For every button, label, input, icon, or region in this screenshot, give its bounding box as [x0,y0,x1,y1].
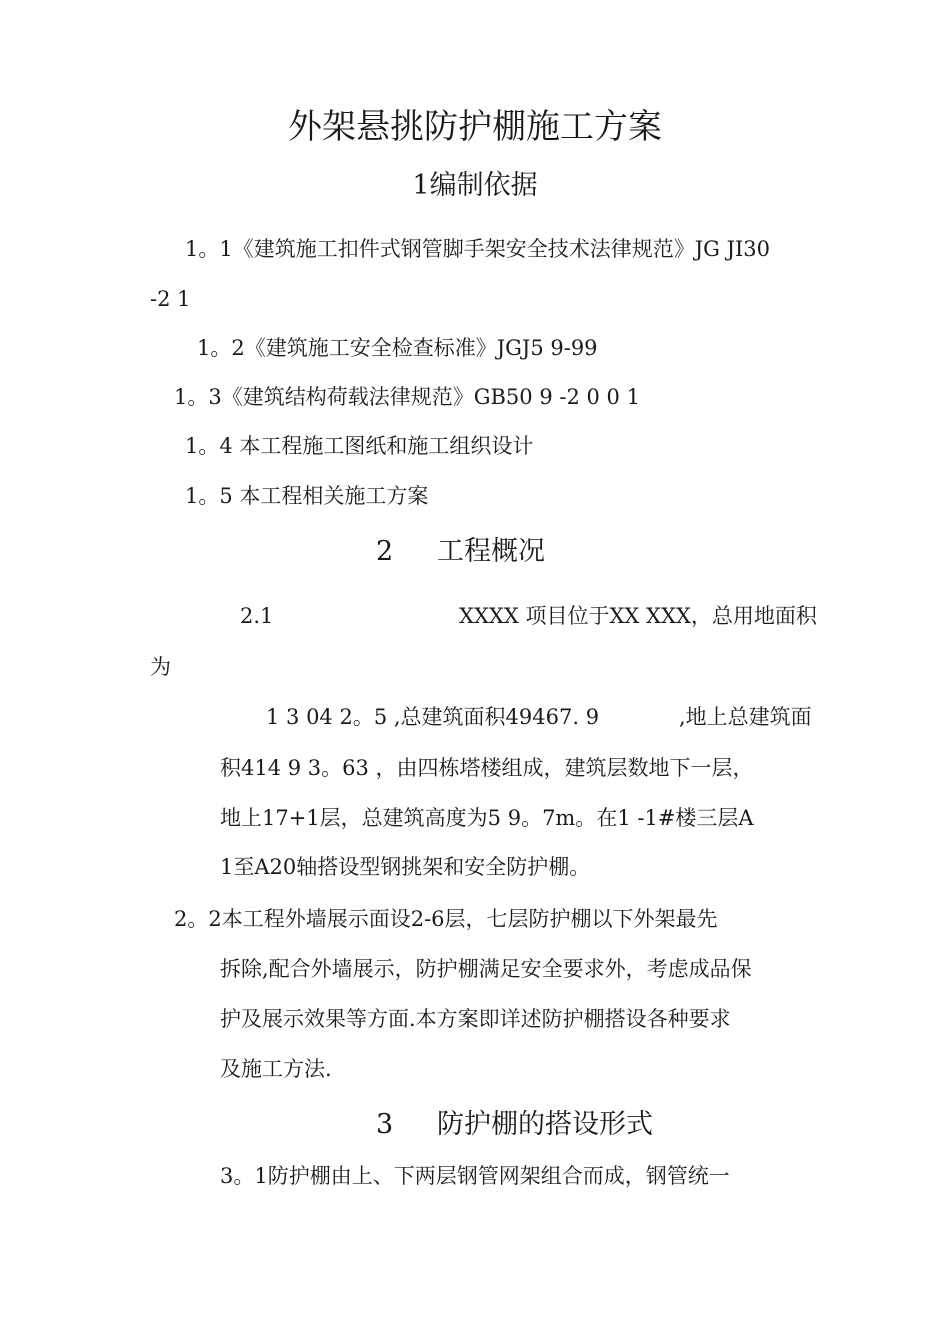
section-2-number: 2 [376,536,394,567]
section-3-heading: 防护棚的搭设形式 [437,1109,653,1140]
para-2-1-line2b: ,地上总建筑面 [679,705,812,729]
ref-item-1-1-cont: -2 1 [150,287,191,311]
para-2-2-line1: 2。2本工程外墙展示面设2-6层，七层防护棚以下外架最先 [174,907,718,931]
para-2-1-line4: 地上17+1层，总建筑高度为5 9。7m。在1 -1#楼三层A [220,806,754,830]
para-2-1-cont: 为 [150,655,171,679]
para-2-1-line3: 积414 9 3。63 ，由四栋塔楼组成，建筑层数地下一层， [220,756,754,780]
para-2-1-line1: XXXX 项目位于XX XXX，总用地面积 [459,604,817,628]
para-2-1-label: 2.1 [240,604,274,628]
para-2-1-line5: 1至A20轴搭设型钢挑架和安全防护棚。 [220,855,591,879]
section-1-heading: 1编制依据 [412,170,538,201]
section-3-number: 3 [376,1109,394,1140]
para-3-1: 3。1防护棚由上、下两层钢管网架组合而成，钢管统一 [220,1164,730,1188]
ref-item-1-1: 1。1《建筑施工扣件式钢管脚手架安全技术法律规范》JG JI30 [185,237,771,261]
para-2-2-line2: 拆除,配合外墙展示，防护棚满足安全要求外，考虑成品保 [220,957,752,981]
para-2-2-line4: 及施工方法. [220,1057,332,1081]
document-title: 外架悬挑防护棚施工方案 [288,107,662,147]
section-2-heading: 工程概况 [437,536,545,567]
ref-item-1-4: 1。4 本工程施工图纸和施工组织设计 [185,434,534,458]
para-2-1-line2a: 1 3 04 2。5 ,总建筑面积49467. 9 [266,705,600,729]
para-2-2-line3: 护及展示效果等方面.本方案即详述防护棚搭设各种要求 [220,1007,731,1031]
ref-item-1-3: 1。3《建筑结构荷载法律规范》GB50 9 -2 0 0 1 [174,385,640,409]
ref-item-1-2: 1。2《建筑施工安全检查标准》JGJ5 9-99 [197,336,598,360]
ref-item-1-5: 1。5 本工程相关施工方案 [185,484,429,508]
